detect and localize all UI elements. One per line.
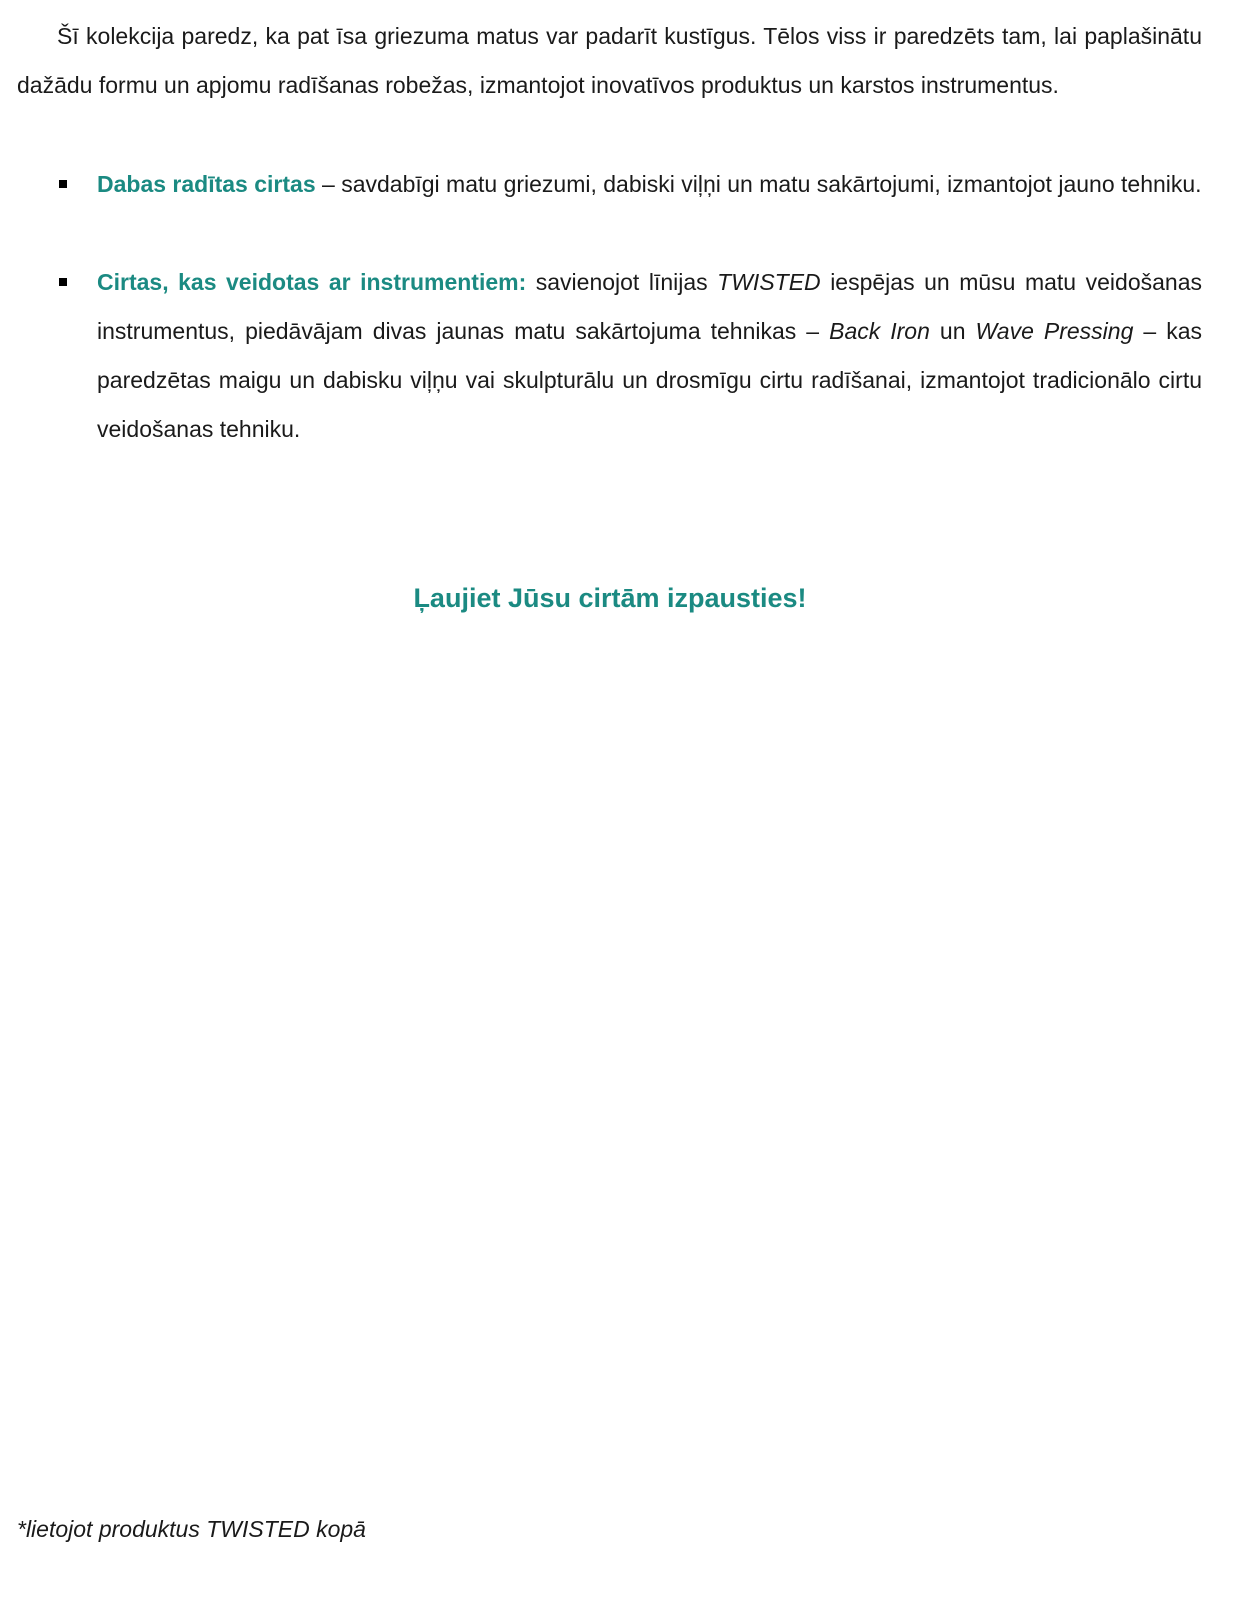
square-bullet-icon bbox=[59, 278, 67, 286]
bullet-text: savienojot līnijas bbox=[526, 269, 718, 295]
list-item bbox=[97, 258, 1202, 454]
closing-headline: Ļaujiet Jūsu cirtām izpausties! bbox=[413, 583, 807, 613]
bullet-text: – savdabīgi matu griezumi, dabiski viļņi un matu sakārtojumi, izmantojot jauno tehniku. bbox=[315, 171, 1202, 197]
technique-name: Wave Pressing bbox=[975, 318, 1134, 344]
intro-paragraph: Šī kolekcija paredz, ka pat īsa griezuma matus var padarīt kustīgus. Tēlos viss ir paredzēts tam, lai paplašinātu dažādu formu un apjomu radīšanas robežas, izmantojot inovatīvos produktus un karstos instrumentus. bbox=[17, 23, 1202, 98]
feature-list bbox=[97, 160, 1202, 454]
bullet-term: Dabas radītas cirtas bbox=[97, 171, 316, 197]
bullet-text: un bbox=[929, 318, 976, 344]
product-name: TWISTED bbox=[717, 269, 821, 295]
bullet-term: Cirtas, kas veidotas ar instrumentiem: bbox=[97, 269, 527, 295]
square-bullet-icon bbox=[59, 180, 67, 188]
bullet-text: iespējas un mūsu matu veidošanas instrumentus, piedāvājam divas jaunas matu sakārtojuma tehnikas – bbox=[97, 269, 1202, 344]
technique-name: Back Iron bbox=[829, 318, 930, 344]
list-item bbox=[97, 160, 1202, 209]
bullet-text: – kas paredzētas maigu un dabisku viļņu vai skulpturālu un drosmīgu cirtu radīšanai, izmantojot tradicionālo cirtu veidošanas tehniku. bbox=[97, 318, 1202, 442]
footnote: *lietojot produktus TWISTED kopā bbox=[17, 1516, 366, 1542]
